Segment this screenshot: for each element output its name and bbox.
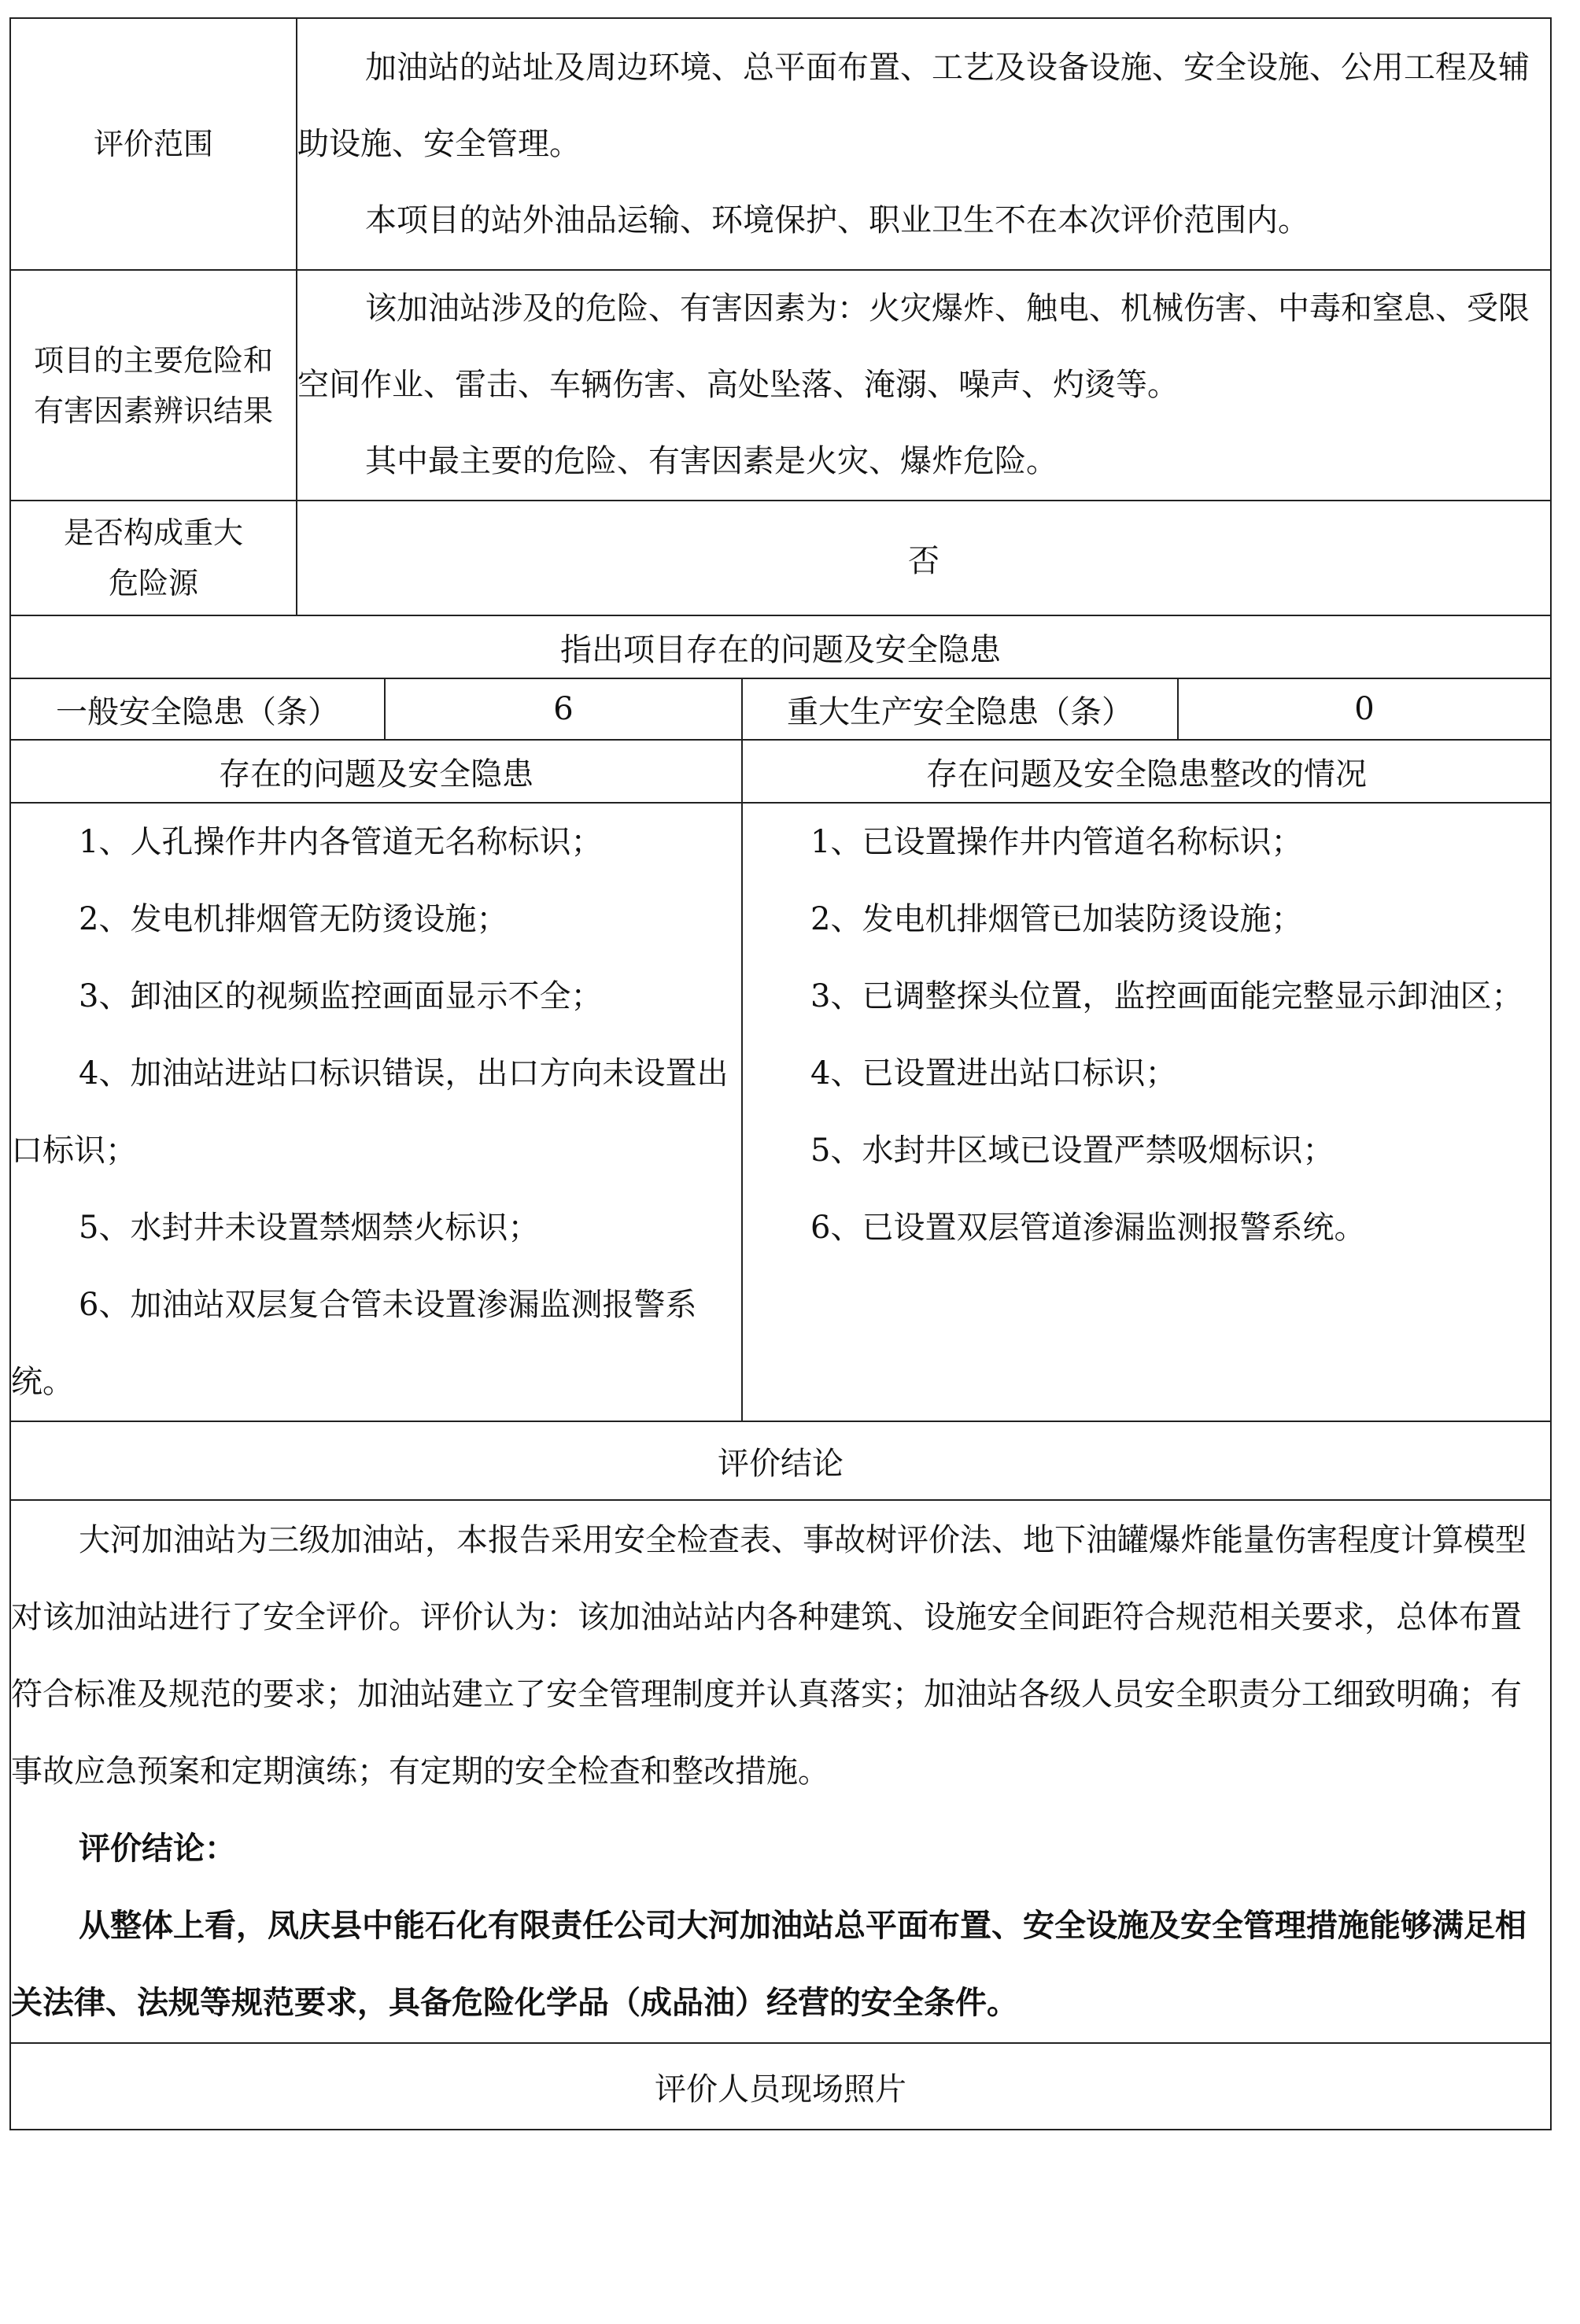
rectification-item: 5、水封井区域已设置严禁吸烟标识； (810, 1132, 1335, 1169)
evaluation-sheet (9, 17, 1550, 2130)
rectification-item: 2、发电机排烟管已加装防烫设施； (810, 901, 1303, 937)
scope-paragraph: 本项目的站外油品运输、环境保护、职业卫生不在本次评价范围内。 (365, 201, 1309, 238)
conclusion-final: 从整体上看，凤庆县中能石化有限责任公司大河加油站总平面布置、安全设施及安全管理措施能够满足相关法律、法规等规范要求，具备危险化学品（成品油）经营的安全条件。 (11, 1907, 1526, 2021)
hazards-paragraph: 该加油站涉及的危险、有害因素为：火灾爆炸、触电、机械伤害、中毒和窒息、受限空间作业、雷击、车辆伤害、高处坠落、淹溺、噪声、灼烫等。 (297, 290, 1530, 403)
scope-paragraph: 加油站的站址及周边环境、总平面布置、工艺及设备设施、安全设施、公用工程及辅助设施、安全管理。 (297, 49, 1530, 162)
hazards-content (297, 270, 1551, 501)
rectification-item: 4、已设置进出站口标识； (810, 1055, 1177, 1092)
conclusion-subtitle: 评价结论： (79, 1830, 236, 1867)
rectification-column-header: 存在问题及安全隐患整改的情况 (742, 740, 1551, 803)
hazards-paragraph: 其中最主要的危险、有害因素是火灾、爆炸危险。 (365, 443, 1058, 479)
issues-title-row (10, 615, 1551, 678)
photos-title: 评价人员现场照片 (10, 2043, 1551, 2130)
hazards-label: 项目的主要危险和有害因素辨识结果 (10, 270, 297, 501)
photos-title-row (10, 2043, 1551, 2130)
issues-title: 指出项目存在的问题及安全隐患 (10, 615, 1551, 678)
general-hazard-count: 6 (385, 678, 742, 740)
issues-list (10, 803, 742, 1421)
issue-item: 1、人孔操作井内各管道无名称标识； (79, 824, 603, 860)
evaluation-table (9, 17, 1552, 2130)
issue-item: 2、发电机排烟管无防烫设施； (79, 901, 508, 937)
hazards-row (10, 270, 1551, 501)
scope-label: 评价范围 (10, 18, 297, 270)
conclusion-title-row (10, 1421, 1551, 1500)
issue-item: 6、加油站双层复合管未设置渗漏监测报警系统。 (11, 1287, 697, 1400)
major-hazard-count: 0 (1178, 678, 1551, 740)
scope-row (10, 18, 1551, 270)
conclusion-body: 大河加油站为三级加油站，本报告采用安全检查表、事故树评价法、地下油罐爆炸能量伤害程度计算模型对该加油站进行了安全评价。评价认为：该加油站站内各种建筑、设施安全间距符合规范相关要求，总体布置符合标准及规范的要求；加油站建立了安全管理制度并认真落实；加油站各级人员安全职责分工细致明确；有事故应急预案和定期演练；有定期的安全检查和整改措施。 (11, 1522, 1526, 1790)
rectification-item: 3、已调整探头位置，监控画面能完整显示卸油区； (810, 978, 1523, 1014)
issues-list-row (10, 803, 1551, 1421)
columns-header-row (10, 740, 1551, 803)
scope-content (297, 18, 1551, 270)
major-hazard-count-label: 重大生产安全隐患（条） (742, 678, 1178, 740)
conclusion-row (10, 1500, 1551, 2043)
major-hazard-label: 是否构成重大危险源 (10, 501, 297, 615)
conclusion-title: 评价结论 (10, 1421, 1551, 1500)
counts-row (10, 678, 1551, 740)
rectification-item: 6、已设置双层管道渗漏监测报警系统。 (810, 1210, 1366, 1246)
issue-item: 4、加油站进站口标识错误，出口方向未设置出口标识； (11, 1055, 729, 1169)
issue-item: 3、卸油区的视频监控画面显示不全； (79, 978, 603, 1014)
major-hazard-value: 否 (297, 501, 1551, 615)
conclusion-content (10, 1500, 1551, 2043)
general-hazard-label: 一般安全隐患（条） (10, 678, 385, 740)
issue-item: 5、水封井未设置禁烟禁火标识； (79, 1210, 540, 1246)
rectification-list (742, 803, 1551, 1421)
rectification-item: 1、已设置操作井内管道名称标识； (810, 824, 1303, 860)
issues-column-header: 存在的问题及安全隐患 (10, 740, 742, 803)
major-hazard-row (10, 501, 1551, 615)
